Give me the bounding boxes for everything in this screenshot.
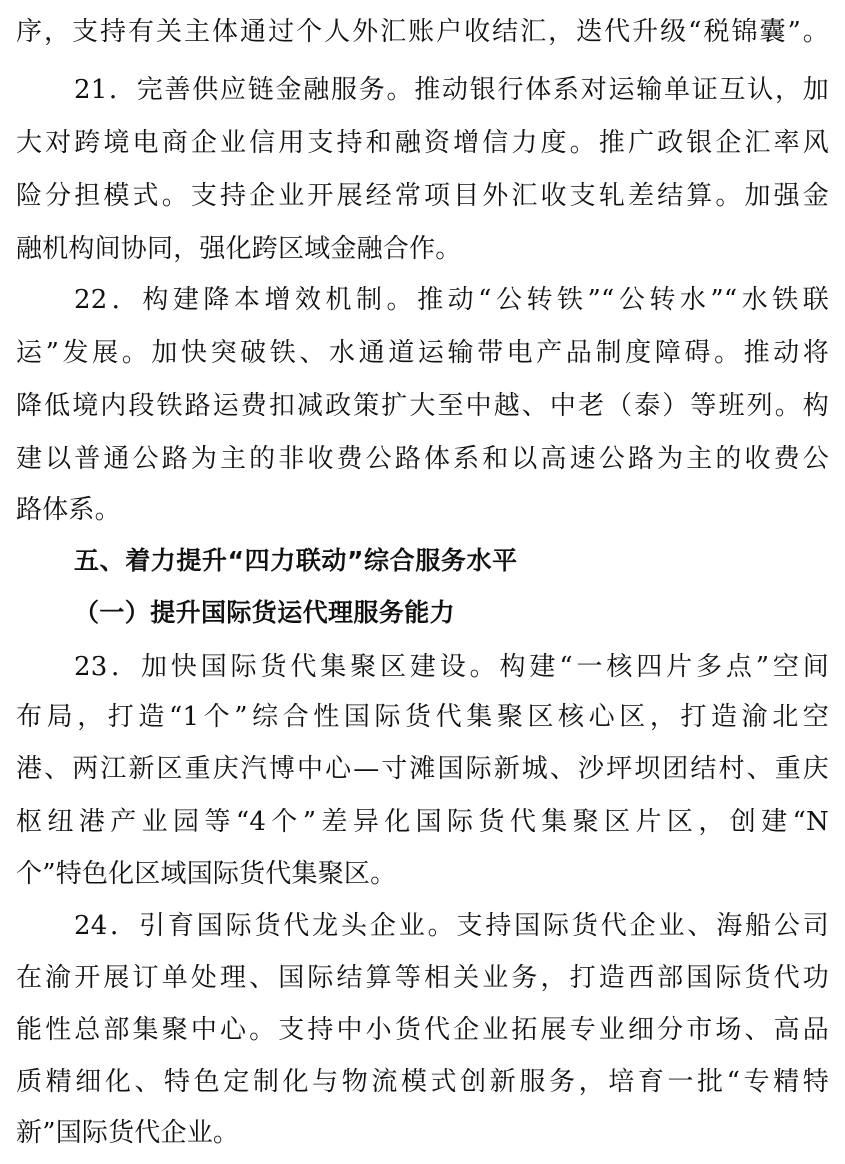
text-line: 布局，打造“1个”综合性国际货代集聚区核心区，打造渝北空 xyxy=(16,702,829,732)
section-heading: 五、着力提升“四力联动”综合服务水平 xyxy=(74,546,518,575)
text-line: 22．构建降本增效机制。推动“公转铁”“公转水”“水铁联 xyxy=(74,285,829,315)
text-line: 路体系。 xyxy=(16,495,121,525)
text-line: 大对跨境电商企业信用支持和融资增信力度。推广政银企汇率风 xyxy=(16,128,829,158)
text-line: 融机构间协同，强化跨区域金融合作。 xyxy=(16,234,462,264)
text-line: 建以普通公路为主的非收费公路体系和以高速公路为主的收费公 xyxy=(16,444,829,474)
text-line: 降低境内段铁路运费扣减政策扩大至中越、中老（泰）等班列。构 xyxy=(16,391,829,421)
text-line: 23．加快国际货代集聚区建设。构建“一核四片多点”空间 xyxy=(74,652,829,682)
text-line: 能性总部集聚中心。支持中小货代企业拓展专业细分市场、高品 xyxy=(16,1015,829,1045)
text-line: 24．引育国际货代龙头企业。支持国际货代企业、海船公司 xyxy=(74,911,829,941)
text-line: 运”发展。加快突破铁、水通道运输带电产品制度障碍。推动将 xyxy=(16,338,829,368)
text-line: 新”国际货代企业。 xyxy=(16,1118,240,1148)
text-line: 质精细化、特色定制化与物流模式创新服务，培育一批“专精特 xyxy=(16,1067,829,1097)
text-line: 在渝开展订单处理、国际结算等相关业务，打造西部国际货代功 xyxy=(16,963,829,993)
text-line: 个”特色化区域国际货代集聚区。 xyxy=(16,859,397,889)
text-line: 险分担模式。支持企业开展经常项目外汇收支轧差结算。加强金 xyxy=(16,181,829,211)
text-line: 序，支持有关主体通过个人外汇账户收结汇，迭代升级“税锦囊”。 xyxy=(16,17,829,47)
text-line: 港、两江新区重庆汽博中心—寸滩国际新城、沙坪坝团结村、重庆 xyxy=(16,754,829,784)
text-line: 枢纽港产业园等“4个”差异化国际货代集聚区片区，创建“N xyxy=(16,807,829,837)
subsection-heading: （一）提升国际货运代理服务能力 xyxy=(74,598,456,627)
text-line: 21．完善供应链金融服务。推动银行体系对运输单证互认，加 xyxy=(74,75,829,105)
